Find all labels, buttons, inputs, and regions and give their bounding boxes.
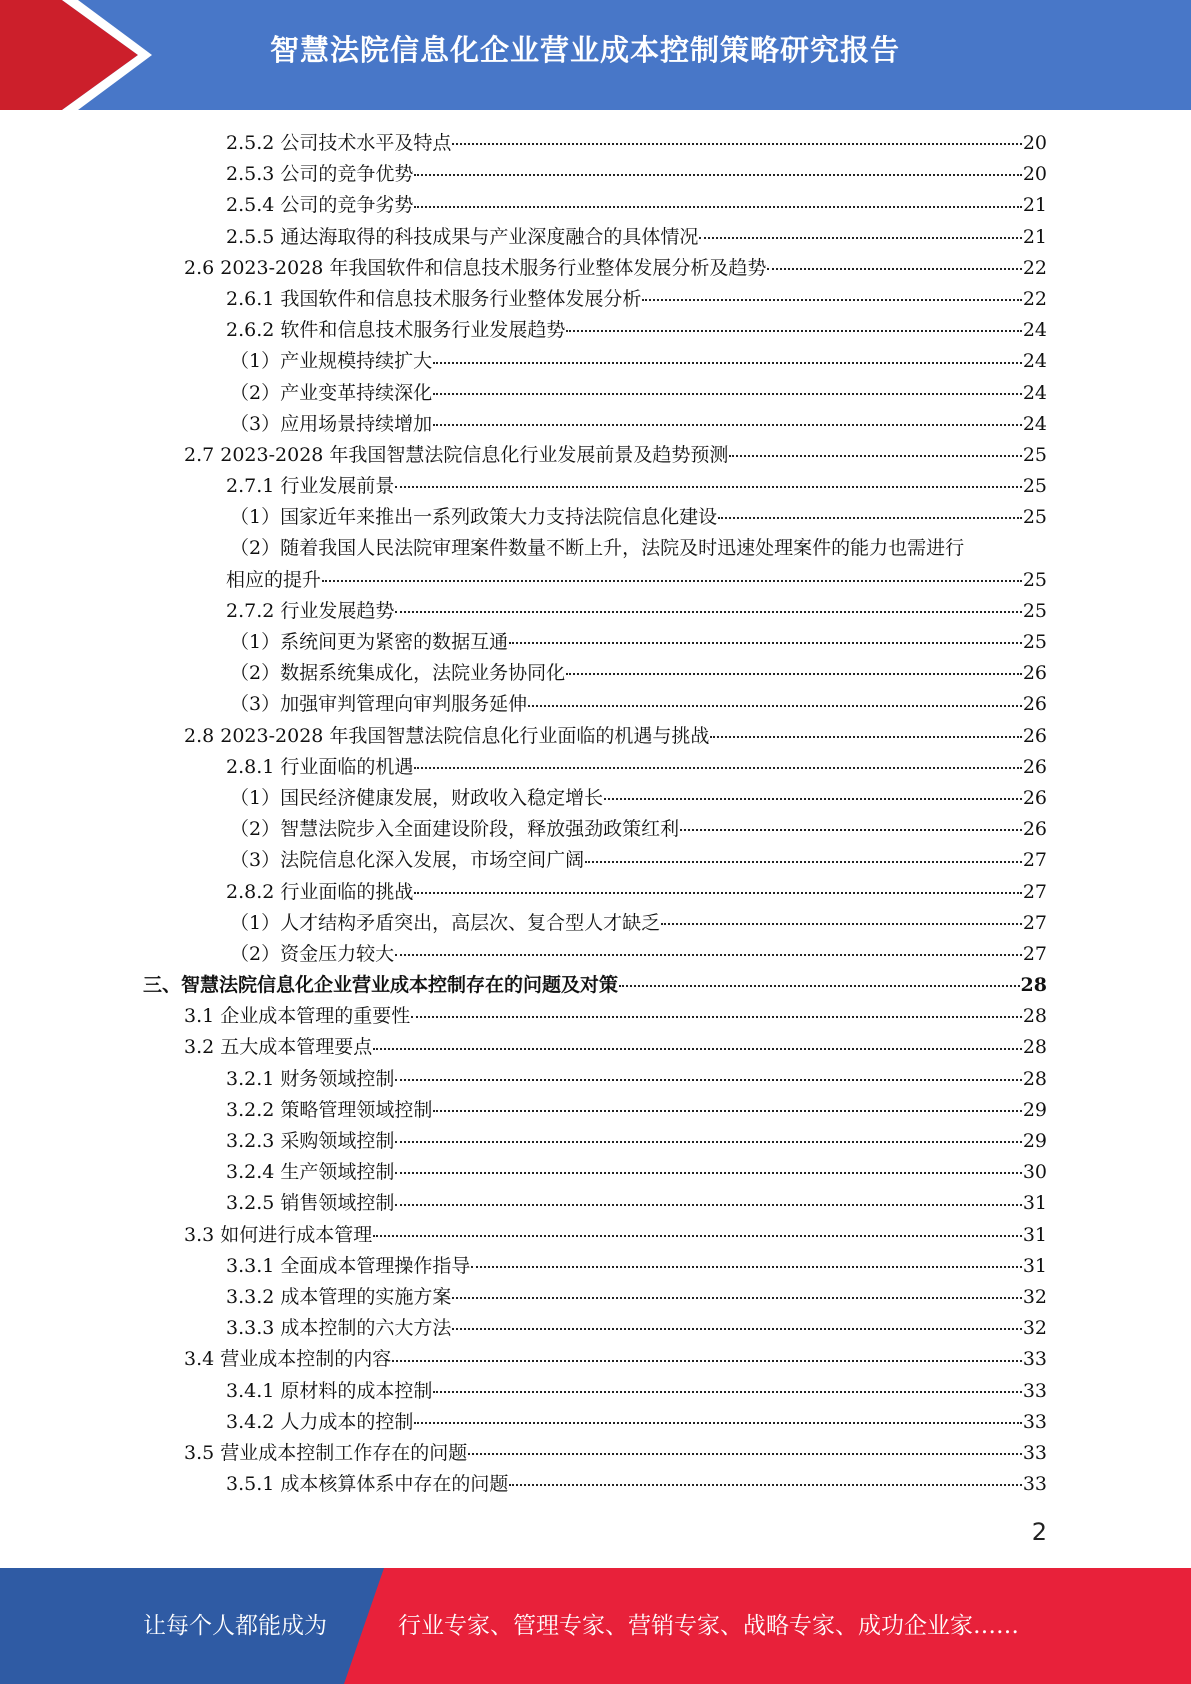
toc-entry-label: （3）应用场景持续增加 [230, 412, 433, 435]
toc-entry-page: 33 [1022, 1473, 1047, 1496]
toc-entry-label: 3.2.5 销售领域控制 [226, 1192, 395, 1215]
toc-entry[interactable] [0, 471, 1191, 502]
page-number: 2 [1031, 1518, 1047, 1546]
toc-entry[interactable] [0, 1095, 1191, 1126]
toc-entry-label: 2.8 2023-2028 年我国智慧法院信息化行业面临的机遇与挑战 [184, 724, 710, 747]
toc-entry[interactable] [0, 1251, 1191, 1282]
toc-leader-dots [414, 174, 1021, 176]
report-title: 智慧法院信息化企业营业成本控制策略研究报告 [270, 33, 901, 67]
toc-leader-dots [414, 892, 1021, 894]
toc-entry-label: 3.2.1 财务领域控制 [226, 1067, 395, 1090]
toc-entry-label: 2.5.4 公司的竞争劣势 [226, 194, 414, 217]
toc-leader-dots [411, 1016, 1022, 1018]
toc-entry[interactable] [0, 253, 1191, 284]
toc-entry[interactable] [0, 939, 1191, 970]
toc-leader-dots [619, 985, 1020, 987]
toc-leader-dots [729, 455, 1021, 457]
toc-entry-label: 2.5.2 公司技术水平及特点 [226, 132, 452, 154]
toc-entry-page: 27 [1022, 880, 1047, 903]
toc-entry-page: 28 [1020, 974, 1047, 997]
toc-entry-page: 28 [1022, 1067, 1047, 1090]
toc-leader-dots [468, 1453, 1022, 1455]
toc-entry-label: （1）产业规模持续扩大 [230, 350, 433, 373]
toc-entry-label: （1）国家近年来推出一系列政策大力支持法院信息化建设 [230, 506, 718, 529]
toc-entry-page: 22 [1022, 287, 1047, 310]
toc-leader-dots [566, 673, 1022, 675]
toc-leader-dots [373, 1235, 1022, 1237]
toc-entry[interactable] [0, 1376, 1191, 1407]
toc-entry-label: 2.6.2 软件和信息技术服务行业发展趋势 [226, 319, 566, 342]
toc-entry-page: 29 [1022, 1130, 1047, 1152]
toc-leader-dots [395, 1079, 1021, 1081]
toc-entry[interactable] [0, 1407, 1191, 1438]
toc-entry-label: 相应的提升 [226, 568, 322, 591]
toc-entry-label: 3.5 营业成本控制工作存在的问题 [184, 1441, 468, 1464]
toc-entry[interactable] [0, 689, 1191, 720]
toc-entry-label: 2.5.5 通达海取得的科技成果与产业深度融合的具体情况 [226, 225, 699, 248]
toc-entry-page: 26 [1022, 755, 1047, 778]
toc-entry-page: 26 [1022, 724, 1047, 747]
toc-entry[interactable] [0, 128, 1191, 159]
toc-entry[interactable] [0, 1469, 1191, 1500]
toc-entry[interactable] [0, 222, 1191, 253]
toc-entry-page: 20 [1022, 163, 1047, 186]
toc-leader-dots [710, 736, 1021, 738]
toc-leader-dots [471, 1266, 1021, 1268]
toc-entry-page: 20 [1022, 132, 1047, 154]
toc-entry[interactable] [0, 190, 1191, 221]
toc-entry-page: 31 [1022, 1192, 1047, 1215]
table-of-contents [0, 128, 1191, 1500]
toc-entry-page: 27 [1022, 911, 1047, 934]
toc-entry-page: 27 [1022, 942, 1047, 965]
toc-entry-label: （3）法院信息化深入发展，市场空间广阔 [230, 849, 585, 872]
toc-entry-label: 3.2.4 生产领域控制 [226, 1161, 395, 1184]
toc-leader-dots [395, 486, 1021, 488]
toc-leader-dots [680, 829, 1022, 831]
toc-entry-label: （1）国民经济健康发展，财政收入稳定增长 [230, 786, 604, 809]
toc-leader-dots [452, 143, 1021, 145]
toc-leader-dots [699, 237, 1021, 239]
toc-leader-dots [452, 1328, 1021, 1330]
toc-entry-label: （2）产业变革持续深化 [230, 381, 433, 404]
toc-entry-label: （2）数据系统集成化，法院业务协同化 [230, 662, 566, 685]
page-header [0, 0, 1191, 110]
toc-leader-dots [322, 580, 1022, 582]
toc-entry-label: 2.7.1 行业发展前景 [226, 475, 395, 498]
toc-entry-label: 3.2 五大成本管理要点 [184, 1036, 373, 1059]
toc-entry-label: 2.6 2023-2028 年我国软件和信息技术服务行业整体发展分析及趋势 [184, 256, 767, 279]
toc-entry[interactable] [0, 1126, 1191, 1157]
toc-entry[interactable] [0, 877, 1191, 908]
toc-entry[interactable] [0, 565, 1191, 596]
toc-entry-label: 三、智慧法院信息化企业营业成本控制存在的问题及对策 [143, 974, 619, 997]
toc-leader-dots [395, 1172, 1021, 1174]
toc-entry-page: 25 [1022, 506, 1047, 529]
toc-entry-page: 32 [1022, 1285, 1047, 1308]
toc-entry-page: 26 [1022, 818, 1047, 841]
toc-leader-dots [395, 1204, 1021, 1206]
toc-leader-dots [528, 705, 1022, 707]
toc-entry-label: 2.7 2023-2028 年我国智慧法院信息化行业发展前景及趋势预测 [184, 443, 729, 466]
toc-leader-dots [661, 923, 1022, 925]
toc-entry[interactable] [0, 1438, 1191, 1469]
toc-entry-label: 2.7.2 行业发展趋势 [226, 599, 395, 622]
toc-leader-dots [414, 767, 1021, 769]
toc-entry[interactable] [0, 1313, 1191, 1344]
toc-leader-dots [566, 330, 1021, 332]
toc-entry[interactable] [0, 596, 1191, 627]
toc-entry-page: 28 [1022, 1005, 1047, 1028]
toc-leader-dots [395, 611, 1021, 613]
toc-entry[interactable] [0, 315, 1191, 346]
toc-entry[interactable] [0, 814, 1191, 845]
toc-leader-dots [585, 861, 1022, 863]
toc-entry-page: 24 [1022, 350, 1047, 373]
toc-entry-page: 24 [1022, 381, 1047, 404]
toc-leader-dots [452, 1297, 1021, 1299]
toc-entry[interactable] [0, 440, 1191, 471]
toc-entry-page: 22 [1022, 256, 1047, 279]
toc-entry[interactable] [0, 284, 1191, 315]
toc-entry-page: 26 [1022, 693, 1047, 716]
toc-entry-page: 33 [1022, 1410, 1047, 1433]
toc-entry[interactable] [0, 627, 1191, 658]
toc-entry-page: 33 [1022, 1379, 1047, 1402]
toc-entry-label: 2.8.1 行业面临的机遇 [226, 755, 414, 778]
toc-entry-page: 24 [1022, 319, 1047, 342]
chevron-decoration [0, 0, 160, 110]
toc-leader-dots [433, 362, 1022, 364]
toc-entry-page: 31 [1022, 1223, 1047, 1246]
toc-entry-page: 25 [1022, 599, 1047, 622]
toc-entry[interactable] [0, 1001, 1191, 1032]
toc-entry[interactable] [0, 346, 1191, 377]
toc-entry-page: 32 [1022, 1317, 1047, 1340]
toc-leader-dots [433, 1391, 1021, 1393]
toc-leader-dots [392, 1360, 1022, 1362]
toc-leader-dots [414, 206, 1021, 208]
toc-entry[interactable] [0, 752, 1191, 783]
toc-entry-label: 3.4 营业成本控制的内容 [184, 1348, 392, 1371]
toc-leader-dots [767, 268, 1021, 270]
toc-entry-label: 3.3.1 全面成本管理操作指导 [226, 1254, 471, 1277]
toc-entry-label: （1）系统间更为紧密的数据互通 [230, 631, 509, 653]
toc-leader-dots [433, 424, 1022, 426]
toc-entry-label: （2）资金压力较大 [230, 942, 395, 965]
toc-entry-label: 3.3.2 成本管理的实施方案 [226, 1285, 452, 1308]
toc-entry-label: 3.4.1 原材料的成本控制 [226, 1379, 433, 1402]
toc-entry-page: 29 [1022, 1098, 1047, 1121]
toc-entry-page: 25 [1022, 631, 1047, 653]
toc-leader-dots [509, 1484, 1021, 1486]
toc-entry-page: 27 [1022, 849, 1047, 872]
toc-entry-page: 26 [1022, 662, 1047, 685]
toc-entry[interactable] [0, 1188, 1191, 1219]
toc-entry-label: 3.3.3 成本控制的六大方法 [226, 1317, 452, 1340]
toc-entry-page: 33 [1022, 1348, 1047, 1371]
toc-entry-label: 2.8.2 行业面临的挑战 [226, 880, 414, 903]
toc-entry-page: 21 [1022, 194, 1047, 217]
toc-entry-page: 33 [1022, 1441, 1047, 1464]
toc-entry-label: 2.5.3 公司的竞争优势 [226, 163, 414, 186]
toc-leader-dots [395, 1141, 1021, 1143]
toc-leader-dots [414, 1422, 1021, 1424]
toc-entry[interactable] [0, 658, 1191, 689]
toc-entry-label: 3.3 如何进行成本管理 [184, 1223, 373, 1246]
footer-slogan-right: 行业专家、管理专家、营销专家、战略专家、成功企业家…… [398, 1613, 1019, 1639]
toc-leader-dots [642, 299, 1021, 301]
toc-entry[interactable] [0, 721, 1191, 752]
toc-entry[interactable] [0, 1032, 1191, 1063]
toc-leader-dots [718, 517, 1022, 519]
toc-entry-label: 3.1 企业成本管理的重要性 [184, 1005, 411, 1028]
toc-entry-page: 21 [1022, 225, 1047, 248]
toc-leader-dots [509, 642, 1022, 644]
toc-entry-label: 2.6.1 我国软件和信息技术服务行业整体发展分析 [226, 287, 642, 310]
toc-leader-dots [373, 1048, 1022, 1050]
page-footer [0, 1568, 1191, 1684]
toc-leader-dots [433, 1110, 1021, 1112]
toc-entry-page: 30 [1022, 1161, 1047, 1184]
toc-entry[interactable] [0, 409, 1191, 440]
toc-leader-dots [433, 393, 1022, 395]
toc-entry[interactable] [0, 1282, 1191, 1313]
toc-leader-dots [604, 798, 1022, 800]
toc-entry-page: 26 [1022, 786, 1047, 809]
toc-entry-label: （2）随着我国人民法院审理案件数量不断上升，法院及时迅速处理案件的能力也需进行 [230, 537, 965, 560]
toc-leader-dots [395, 954, 1022, 956]
toc-entry-label: 3.2.3 采购领域控制 [226, 1130, 395, 1152]
toc-entry-page: 24 [1022, 412, 1047, 435]
toc-entry[interactable] [0, 1064, 1191, 1095]
toc-entry-label: （1）人才结构矛盾突出，高层次、复合型人才缺乏 [230, 911, 661, 934]
toc-entry[interactable] [0, 845, 1191, 876]
toc-entry-label: 3.2.2 策略管理领域控制 [226, 1098, 433, 1121]
toc-entry-label-line [0, 533, 1191, 564]
toc-entry[interactable] [0, 378, 1191, 409]
footer-slogan-left: 让每个人都能成为 [143, 1613, 327, 1639]
toc-entry-label: （2）智慧法院步入全面建设阶段，释放强劲政策红利 [230, 818, 680, 841]
toc-entry[interactable] [0, 1157, 1191, 1188]
toc-entry[interactable] [0, 1220, 1191, 1251]
toc-entry-page: 25 [1022, 475, 1047, 498]
toc-entry-page: 28 [1022, 1036, 1047, 1059]
toc-entry[interactable] [0, 970, 1191, 1001]
toc-entry-page: 25 [1022, 443, 1047, 466]
toc-entry-label: 3.4.2 人力成本的控制 [226, 1410, 414, 1433]
toc-entry-page: 25 [1022, 568, 1047, 591]
toc-entry[interactable] [0, 159, 1191, 190]
toc-entry[interactable] [0, 1344, 1191, 1375]
toc-entry[interactable] [0, 908, 1191, 939]
toc-entry-page: 31 [1022, 1254, 1047, 1277]
toc-entry-label: （3）加强审判管理向审判服务延伸 [230, 693, 528, 716]
toc-entry-label: 3.5.1 成本核算体系中存在的问题 [226, 1473, 509, 1496]
toc-entry[interactable] [0, 502, 1191, 533]
toc-entry[interactable] [0, 783, 1191, 814]
